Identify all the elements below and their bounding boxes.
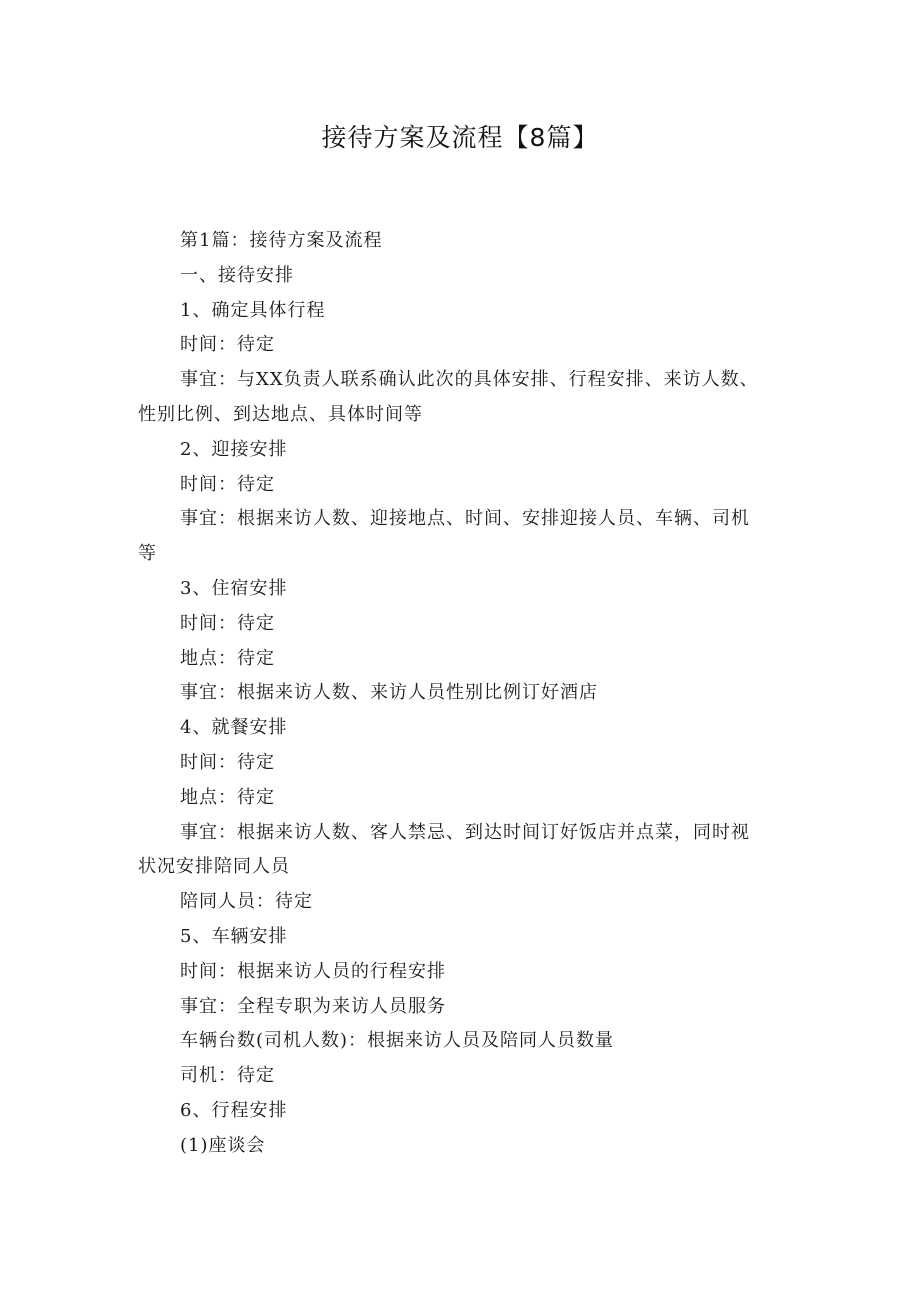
paragraph: 时间：待定 [180, 473, 275, 495]
paragraph: 事宜：根据来访人数、来访人员性别比例订好酒店 [180, 682, 598, 704]
document-body [138, 224, 768, 1164]
item-heading: 5、车辆安排 [180, 925, 288, 947]
paragraph: 事宜：与XX负责人联系确认此次的具体安排、行程安排、来访人数、性别比例、到达地点、具体时间等 [138, 369, 759, 425]
paragraph: 时间：待定 [180, 334, 275, 356]
paragraph: 车辆台数(司机人数)：根据来访人员及陪同人员数量 [180, 1030, 615, 1052]
item-heading: 2、迎接安排 [180, 438, 288, 460]
paragraph: (1)座谈会 [180, 1134, 266, 1156]
paragraph: 地点：待定 [180, 786, 275, 808]
paragraph: 事宜：根据来访人数、客人禁忌、到达时间订好饭店并点菜，同时视状况安排陪同人员 [138, 821, 750, 878]
paragraph: 时间：根据来访人员的行程安排 [180, 960, 446, 982]
paragraph: 地点：待定 [180, 647, 275, 669]
subsection-heading: 一、接待安排 [180, 264, 294, 286]
item-heading: 4、就餐安排 [180, 717, 288, 739]
document-title: 接待方案及流程【8篇】 [321, 123, 599, 152]
item-heading: 6、行程安排 [180, 1099, 288, 1121]
item-heading: 1、确定具体行程 [180, 299, 326, 321]
paragraph: 事宜：全程专职为来访人员服务 [180, 995, 446, 1017]
paragraph: 司机：待定 [180, 1065, 275, 1087]
paragraph: 事宜：根据来访人数、迎接地点、时间、安排迎接人员、车辆、司机等 [138, 508, 750, 565]
paragraph: 时间：待定 [180, 751, 275, 773]
item-heading: 3、住宿安排 [180, 577, 288, 599]
paragraph: 时间：待定 [180, 612, 275, 634]
paragraph: 陪同人员：待定 [180, 891, 313, 913]
section-heading: 第1篇：接待方案及流程 [180, 230, 383, 251]
